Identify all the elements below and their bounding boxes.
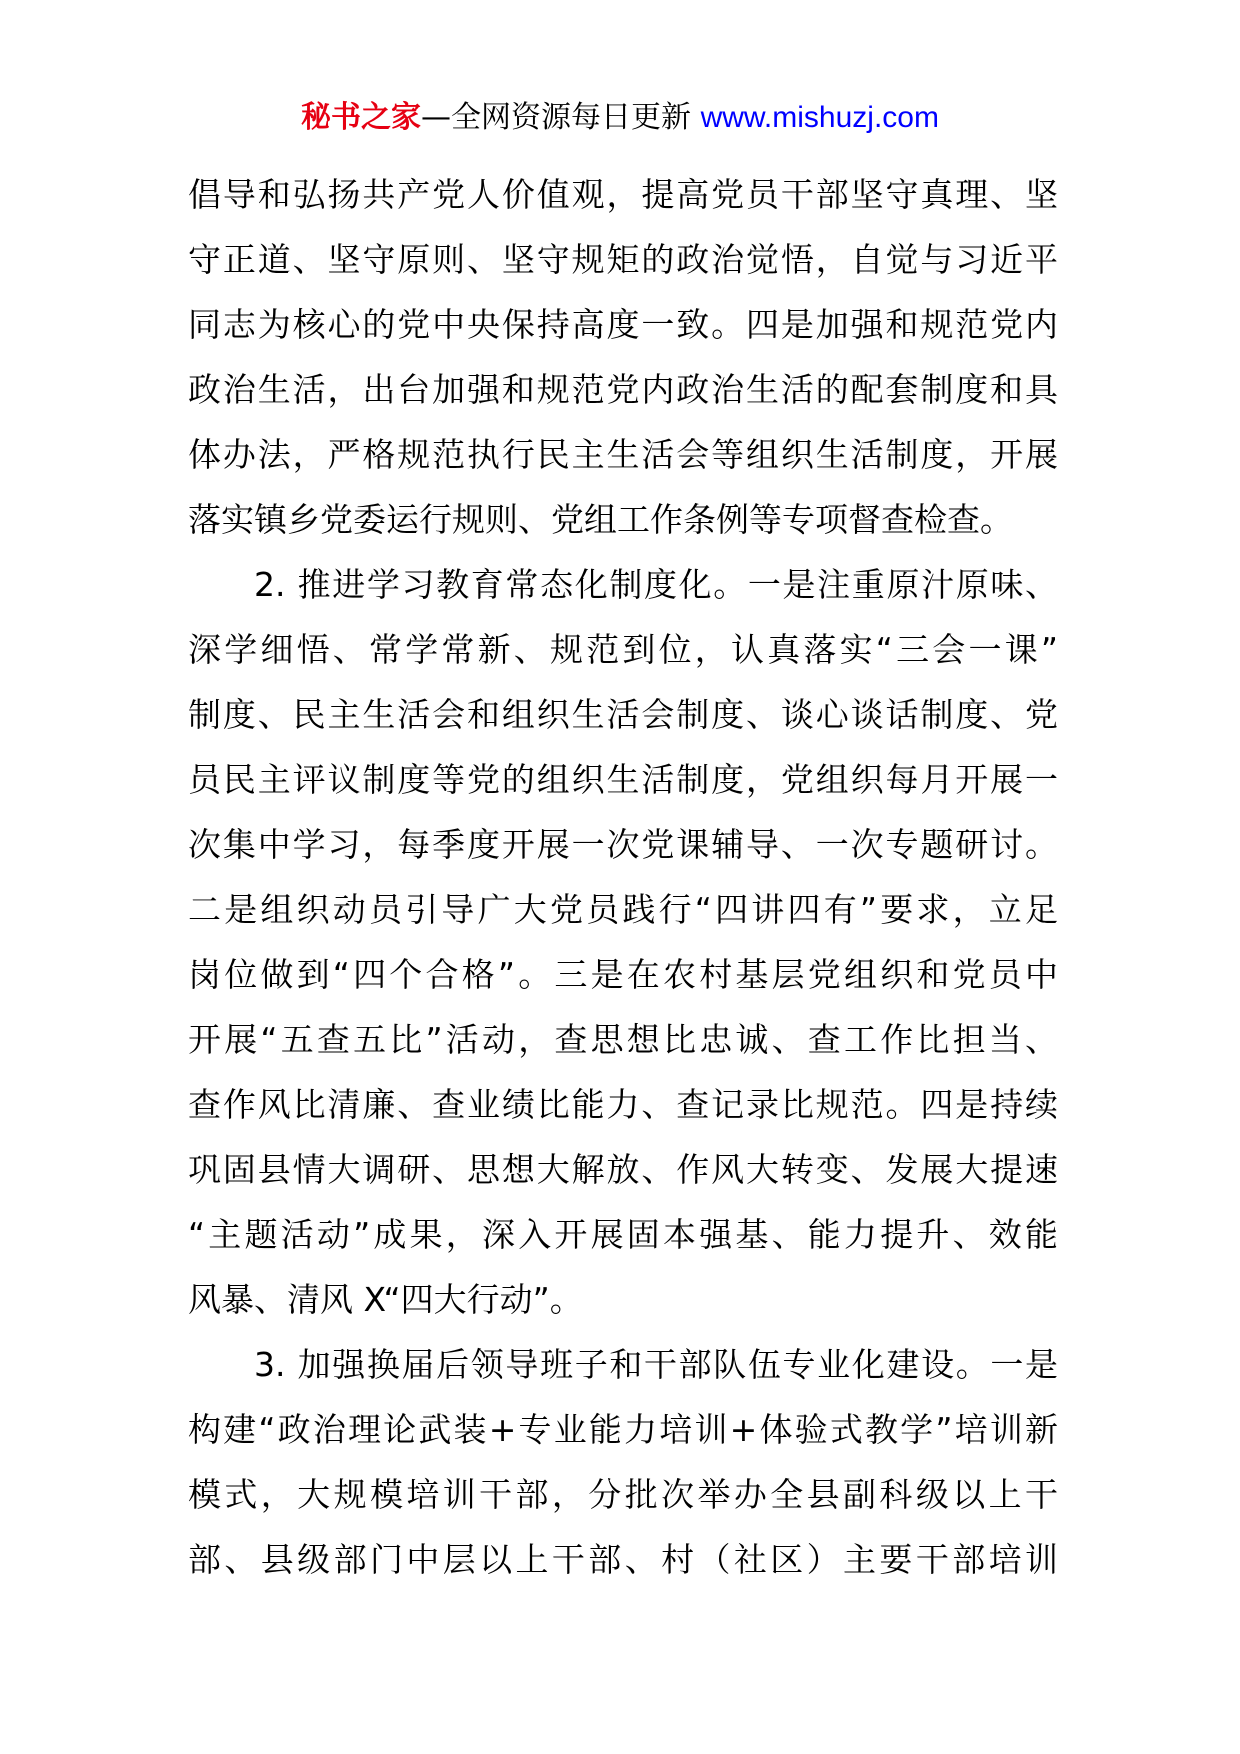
body-line: 深学细悟、常学常新、规范到位，认真落实“三会一课” — [188, 630, 1058, 669]
body-line: 守正道、坚守原则、坚守规矩的政治觉悟，自觉与习近平 — [188, 240, 1058, 279]
body-line: 制度、民主生活会和组织生活会制度、谈心谈话制度、党 — [188, 695, 1058, 734]
site-url-link[interactable]: www.mishuzj.com — [700, 101, 939, 134]
page-header — [0, 98, 1240, 138]
body-line: 模式，大规模培训干部，分批次举办全县副科级以上干 — [188, 1475, 1058, 1514]
body-line: 开展“五查五比”活动，查思想比忠诚、查工作比担当、 — [188, 1020, 1058, 1059]
body-line: 查作风比清廉、查业绩比能力、查记录比规范。四是持续 — [188, 1085, 1058, 1124]
body-line: 倡导和弘扬共产党人价值观，提高党员干部坚守真理、坚 — [188, 175, 1058, 214]
body-line: 政治生活，出台加强和规范党内政治生活的配套制度和具 — [188, 370, 1058, 409]
body-line: 员民主评议制度等党的组织生活制度，党组织每月开展一 — [188, 760, 1058, 799]
document-body — [188, 162, 1058, 1592]
body-line: 落实镇乡党委运行规则、党组工作条例等专项督查检查。 — [188, 500, 1013, 539]
site-brand: 秘书之家 — [301, 100, 422, 135]
body-line: 巩固县情大调研、思想大解放、作风大转变、发展大提速 — [188, 1150, 1058, 1189]
body-line: 构建“政治理论武装+专业能力培训+体验式教学”培训新 — [188, 1410, 1058, 1449]
paragraph-heading-2: 2. 推进学习教育常态化制度化。一是注重原汁原味、 — [254, 565, 1058, 604]
body-line: “主题活动”成果，深入开展固本强基、能力提升、效能 — [188, 1215, 1058, 1254]
header-tagline: —全网资源每日更新 — [421, 100, 701, 135]
body-line: 风暴、清风 X“四大行动”。 — [188, 1280, 583, 1319]
body-line: 部、县级部门中层以上干部、村（社区）主要干部培训 — [188, 1540, 1058, 1579]
paragraph-heading-3: 3. 加强换届后领导班子和干部队伍专业化建设。一是 — [254, 1345, 1058, 1384]
body-line: 次集中学习，每季度开展一次党课辅导、一次专题研讨。 — [188, 825, 1058, 864]
body-line: 岗位做到“四个合格”。三是在农村基层党组织和党员中 — [188, 955, 1058, 994]
body-line: 同志为核心的党中央保持高度一致。四是加强和规范党内 — [188, 305, 1058, 344]
body-line: 体办法，严格规范执行民主生活会等组织生活制度，开展 — [188, 435, 1058, 474]
body-line: 二是组织动员引导广大党员践行“四讲四有”要求，立足 — [188, 890, 1058, 929]
